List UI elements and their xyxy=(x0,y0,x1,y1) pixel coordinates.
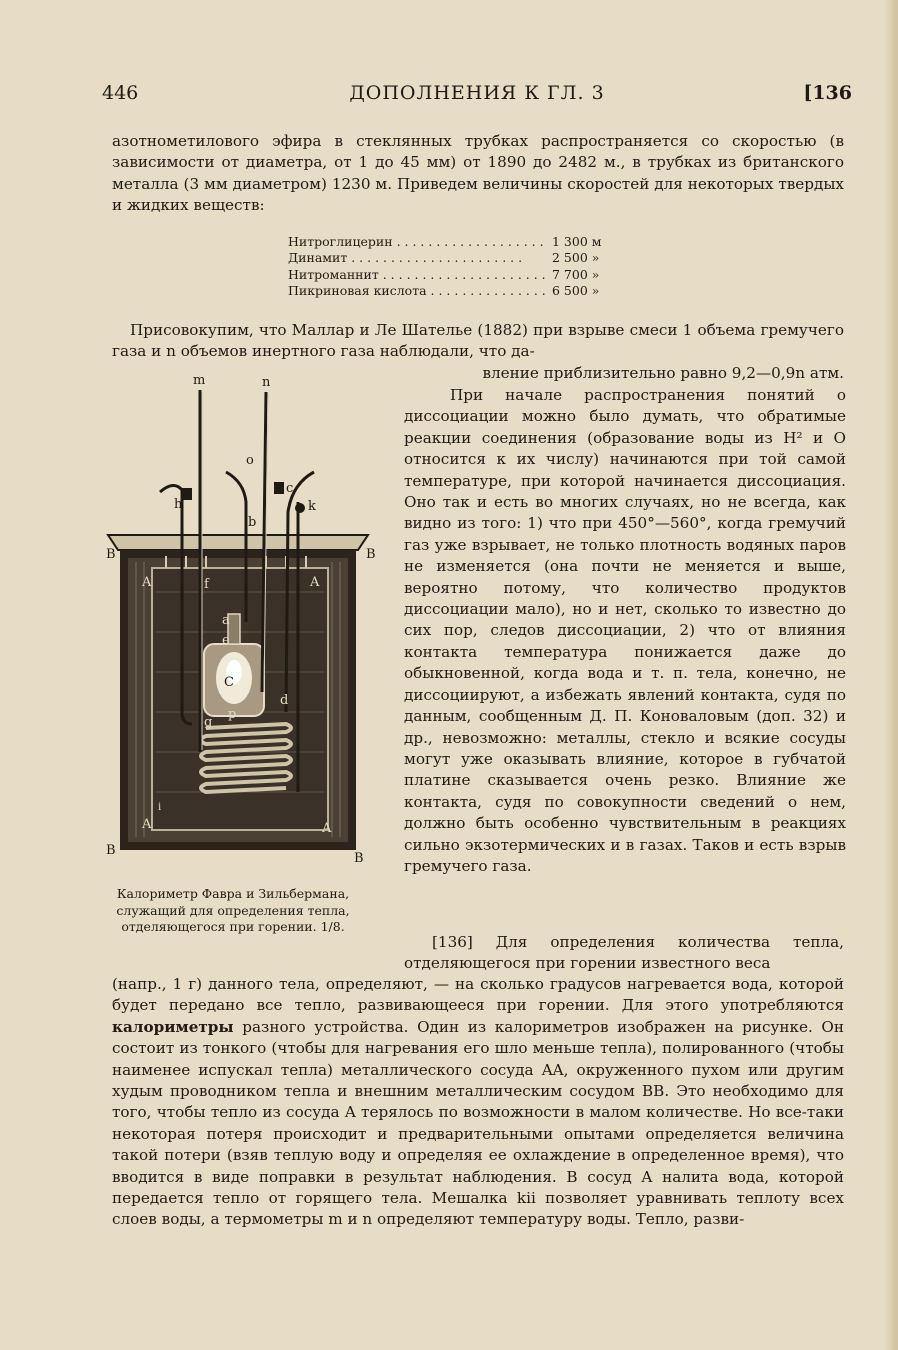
label-p: p xyxy=(228,707,237,722)
label-m: m xyxy=(193,373,206,388)
paragraph-mallard-continued: вление приблизительно равно 9,2—0,9n атм. xyxy=(482,364,844,382)
label-b: b xyxy=(248,515,257,530)
label-c-chamber: C xyxy=(224,675,234,690)
speeds-row xyxy=(288,283,628,299)
calorimetry-text-rest: разного устройства. Один из калориметров изображен на рисунке. Он состоит из тонкого (чтобы для нагревания его шло меньше тепла), полированного (чтобы наименее испускал тепла) металлического сосуда AA, окруженного пухом или другим худым проводником тепла и внешним металлическим сосудом BB. Это необходимо для того, чтобы тепло из сосуда A терялось по возможности в малом количестве. Но все-таки некоторая потеря происходит и предварительными опытами определяется величина такой потери (взяв теплую воду и определяя ее охлаждение в определенное время), что вводится в виде поправки в результат наблюдения. В сосуд A налита вода, которой передается тепло от горящего тела. Мешалка kii позволяет уравнивать теплоту всех слоев воды, а термометры m и n определяют температуру воды. Тепло, разви- xyxy=(112,1017,844,1229)
substance-speed: 2 500 » xyxy=(552,250,600,266)
paragraph-calorimetry-intro: [136] Для определения количества тепла, отделяющегося при горении известного веса xyxy=(404,933,844,973)
figure-caption: Калориметр Фавра и Зильбермана, служащий для определения тепла, отделяющегося при горении. 1/8. xyxy=(116,886,350,934)
keyword-calorimeters: калориметры xyxy=(112,1017,234,1036)
label-h: h xyxy=(174,497,183,512)
speeds-row xyxy=(288,250,628,266)
label-g: g xyxy=(204,715,213,730)
paragraph-dissociation: При начале распространения понятий о диссоциации можно было думать, что обратимые реакции соединения (образование воды из H² и O относится к их числу) начинаются при той самой температуре, при которой начинается диссоциация. Оно так и есть во многих случаях, но не всегда, как видно из того: 1) что при 450°—560°, когда гремучий газ уже взрывает, не только плотность водяных паров не изменяется (она почти не меняется и выше, вероятно потому, что количество продуктов диссоциации мало), но и нет, сколько то известно до сих пор, следов диссоциации, 2) что от влияния контакта температура понижается даже до обыкновенной, когда вода и т. п. тела, конечно, не диссоциируют, а избежать явлений контакта, судя по данным, сообщенным Д. П. Коноваловым (доп. 32) и др., невозможно: металлы, стекло и всякие сосуды могут уже оказывать влияние, которое в губчатой платине сказывается очень резко. Влияние же контакта, судя по совокупности сведений о нем, должно быть особенно чувствительным в реакциях сильно экзотермических и в газах. Таков и есть взрыв гремучего газа. xyxy=(404,386,846,875)
label-c: c xyxy=(286,481,294,496)
speeds-row xyxy=(288,234,628,250)
label-e: e xyxy=(222,633,230,648)
substance-speed: 1 300 м xyxy=(552,234,602,249)
label-b-bottom-right: B xyxy=(354,851,364,866)
substance-speed: 7 700 » xyxy=(552,266,600,282)
running-title: ДОПОЛНЕНИЯ К ГЛ. 3 xyxy=(349,82,605,104)
label-f: f xyxy=(204,577,209,592)
page-header xyxy=(102,82,852,114)
label-b-left: B xyxy=(106,547,116,562)
speeds-row xyxy=(288,267,628,283)
label-k: k xyxy=(308,499,316,514)
label-o: o xyxy=(246,453,254,468)
substance-name: Динамит . . . xyxy=(288,250,546,266)
calorimeter-figure xyxy=(96,372,386,872)
substance-speed: 6 500 » xyxy=(552,282,600,298)
speeds-table xyxy=(288,234,628,299)
calorimetry-text-start: (напр., 1 г) данного тела, определяют, — на сколько градусов нагревается вода, которой будет передано все тепло, развивающееся при горении. Для этого употребляются xyxy=(112,975,844,1015)
label-a-bottom-left: A xyxy=(142,817,152,832)
section-reference: [136 xyxy=(803,82,852,104)
label-b-bottom-left: B xyxy=(106,843,116,858)
paragraph-calorimetry xyxy=(112,974,844,1231)
substance-name: Пикриновая кислота . . . xyxy=(288,283,546,299)
label-b-right: B xyxy=(366,547,376,562)
page-edge-shadow xyxy=(884,0,898,1350)
page-number: 446 xyxy=(102,82,139,104)
label-d: d xyxy=(280,693,289,708)
paragraph-mallard: Присовокупим, что Маллар и Ле Шателье (1882) при взрыве смеси 1 объема гремучего газа и n объемов инертного газа наблюдали, что да- xyxy=(112,321,844,361)
substance-name: Нитроманнит . . . xyxy=(288,267,546,283)
label-a-bottom-right: A xyxy=(322,821,332,836)
paragraph-detonation-speed: азотнометилового эфира в стеклянных трубках распространяется со скоростью (в зависимости от диаметра, от 1 до 45 мм) от 1890 до 2482 м., в трубках из британского металла (3 мм диаметром) 1230 м. Приведем величины скоростей для некоторых твердых и жидких веществ: xyxy=(112,132,844,215)
label-n: n xyxy=(262,375,271,390)
substance-name: Нитроглицерин . . . xyxy=(288,234,546,250)
coil xyxy=(201,724,291,792)
label-a-small: a xyxy=(222,613,230,628)
label-a-right: A xyxy=(310,575,320,590)
label-i: i xyxy=(158,802,162,813)
label-a-left: A xyxy=(142,575,152,590)
